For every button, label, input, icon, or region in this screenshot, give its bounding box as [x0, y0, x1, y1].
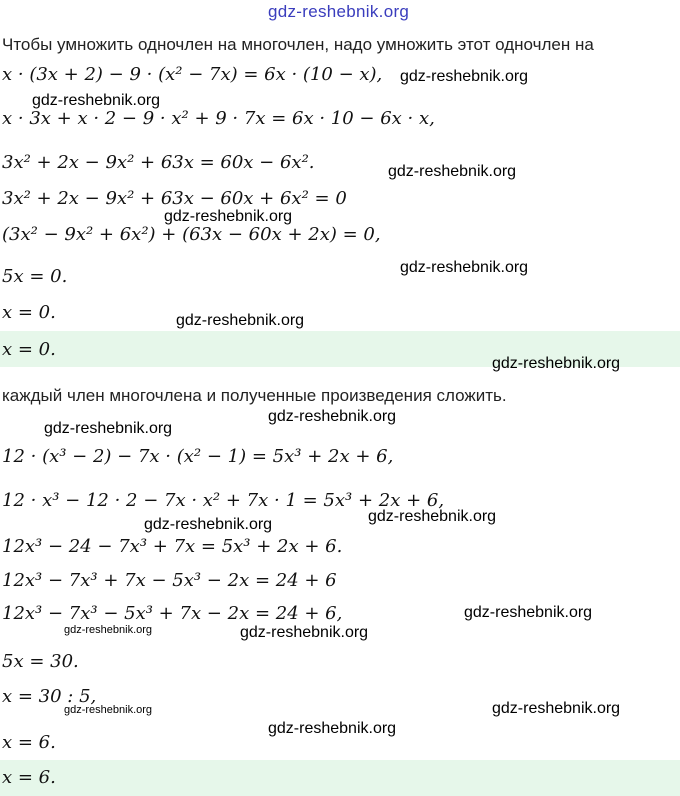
watermark: gdz-reshebnik.org	[492, 355, 621, 372]
answer-2: x = 6.	[2, 767, 56, 788]
equation-line: (3x² − 9x² + 6x²) + (63x − 60x + 2x) = 0,	[2, 224, 381, 245]
top-watermark: gdz-reshebnik.org	[268, 2, 410, 21]
equation-line: 3x² + 2x − 9x² + 63x − 60x + 6x² = 0	[2, 188, 347, 209]
equation-line: 12x³ − 24 − 7x³ + 7x = 5x³ + 2x + 6.	[2, 536, 343, 557]
equation-line: 12 · (x³ − 2) − 7x · (x² − 1) = 5x³ + 2x + 6,	[2, 446, 394, 467]
watermark: gdz-reshebnik.org	[388, 163, 517, 180]
equation-line: 12x³ − 7x³ − 5x³ + 7x − 2x = 24 + 6,	[2, 603, 343, 624]
watermark-small: gdz-reshebnik.org	[64, 704, 153, 716]
equation-line: 12x³ − 7x³ + 7x − 5x³ − 2x = 24 + 6	[2, 570, 337, 591]
watermark: gdz-reshebnik.org	[268, 408, 397, 425]
watermark: gdz-reshebnik.org	[144, 516, 273, 533]
intro-text: Чтобы умножить одночлен на многочлен, надо умножить этот одночлен на	[2, 35, 594, 54]
watermark: gdz-reshebnik.org	[400, 259, 529, 276]
answer-1: x = 0.	[2, 339, 56, 360]
equation-line: x = 0.	[2, 302, 56, 323]
watermark: gdz-reshebnik.org	[268, 720, 397, 737]
equation-line: x · 3x + x · 2 − 9 · x² + 9 · 7x = 6x · 10 − 6x · x,	[2, 108, 435, 129]
watermark: gdz-reshebnik.org	[464, 604, 593, 621]
watermark-small: gdz-reshebnik.org	[64, 624, 153, 636]
watermark: gdz-reshebnik.org	[400, 68, 529, 85]
watermark: gdz-reshebnik.org	[240, 624, 369, 641]
equation-line: x = 6.	[2, 732, 56, 753]
answer-band-2	[0, 760, 680, 796]
watermark: gdz-reshebnik.org	[44, 420, 173, 437]
watermark: gdz-reshebnik.org	[492, 700, 621, 717]
equation-line: 3x² + 2x − 9x² + 63x = 60x − 6x².	[2, 152, 315, 173]
equation-line: x = 30 : 5,	[2, 686, 97, 707]
equation-line: x · (3x + 2) − 9 · (x² − 7x) = 6x · (10 − x),	[2, 64, 383, 85]
equation-line: 12 · x³ − 12 · 2 − 7x · x² + 7x · 1 = 5x³ + 2x + 6,	[2, 490, 445, 511]
continuation-text: каждый член многочлена и полученные произведения сложить.	[2, 386, 507, 405]
watermark: gdz-reshebnik.org	[368, 508, 497, 525]
equation-line: 5x = 30.	[2, 651, 79, 672]
watermark: gdz-reshebnik.org	[32, 92, 161, 109]
watermark: gdz-reshebnik.org	[164, 208, 293, 225]
equation-line: 5x = 0.	[2, 266, 68, 287]
watermark: gdz-reshebnik.org	[176, 312, 305, 329]
